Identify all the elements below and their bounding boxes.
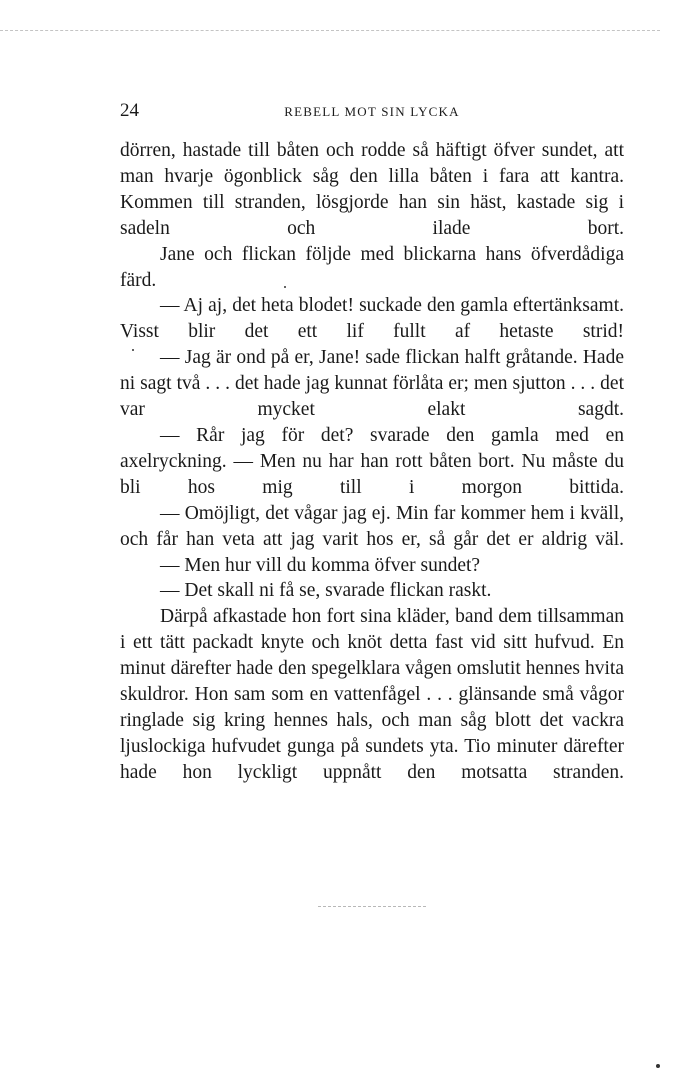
print-speck-2 bbox=[132, 349, 134, 351]
paragraph-6: — Omöjligt, det vågar jag ej. Min far kommer hem i kväll, och får han veta att jag varit hos er, så går det er aldrig väl. bbox=[120, 502, 624, 550]
paragraph-2: Jane och flickan följde med blickarna hans öfverdådiga färd. bbox=[120, 243, 624, 291]
paragraph-5: — Rår jag för det? svarade den gamla med en axelryckning. — Men nu har han rott båten bort. Nu måste du bli hos mig till i morgon bittida. bbox=[120, 424, 624, 498]
print-speck-3 bbox=[656, 1064, 660, 1068]
paragraph-3: — Aj aj, det heta blodet! suckade den gamla eftertänksamt. Visst blir det ett lif fullt af hetaste strid! bbox=[120, 295, 624, 343]
body-text bbox=[120, 138, 624, 786]
print-speck-1 bbox=[284, 286, 286, 288]
paragraph-1: dörren, hastade till båten och rodde så häftigt öfver sundet, att man hvarje ögonblick såg den lilla båten i fara att kantra. Kommen till stranden, lösgjorde han sin häst, kastade sig i sadeln och ilade bort. bbox=[120, 140, 624, 239]
paragraph-9: Därpå afkastade hon fort sina kläder, band dem tillsamman i ett tätt packadt knyte och knöt detta fast vid sitt hufvud. En minut därefter hade den spegelklara vågen omslutit hennes hvita skuldror. Hon sam som en vattenfågel . . . glänsande små vågor ringlade sig kring hennes hals, och man såg blott det vackra ljuslockiga hufvudet gunga på sundets yta. Tio minuter därefter hade hon lyckligt uppnått den motsatta stranden. bbox=[120, 606, 624, 783]
page-header bbox=[120, 100, 624, 124]
bottom-ornament-rule bbox=[318, 906, 426, 907]
paragraph-7: — Men hur vill du komma öfver sundet? bbox=[160, 554, 481, 576]
running-title: REBELL MOT SIN LYCKA bbox=[284, 104, 460, 119]
paragraph-4: — Jag är ond på er, Jane! sade flickan halft gråtande. Hade ni sagt två . . . det hade jag kunnat förlåta er; men sjutton . . . det var mycket elakt sagdt. bbox=[120, 347, 624, 421]
top-page-rule bbox=[0, 30, 660, 31]
page-number: 24 bbox=[120, 100, 139, 121]
paragraph-8: — Det skall ni få se, svarade flickan raskt. bbox=[160, 580, 492, 602]
